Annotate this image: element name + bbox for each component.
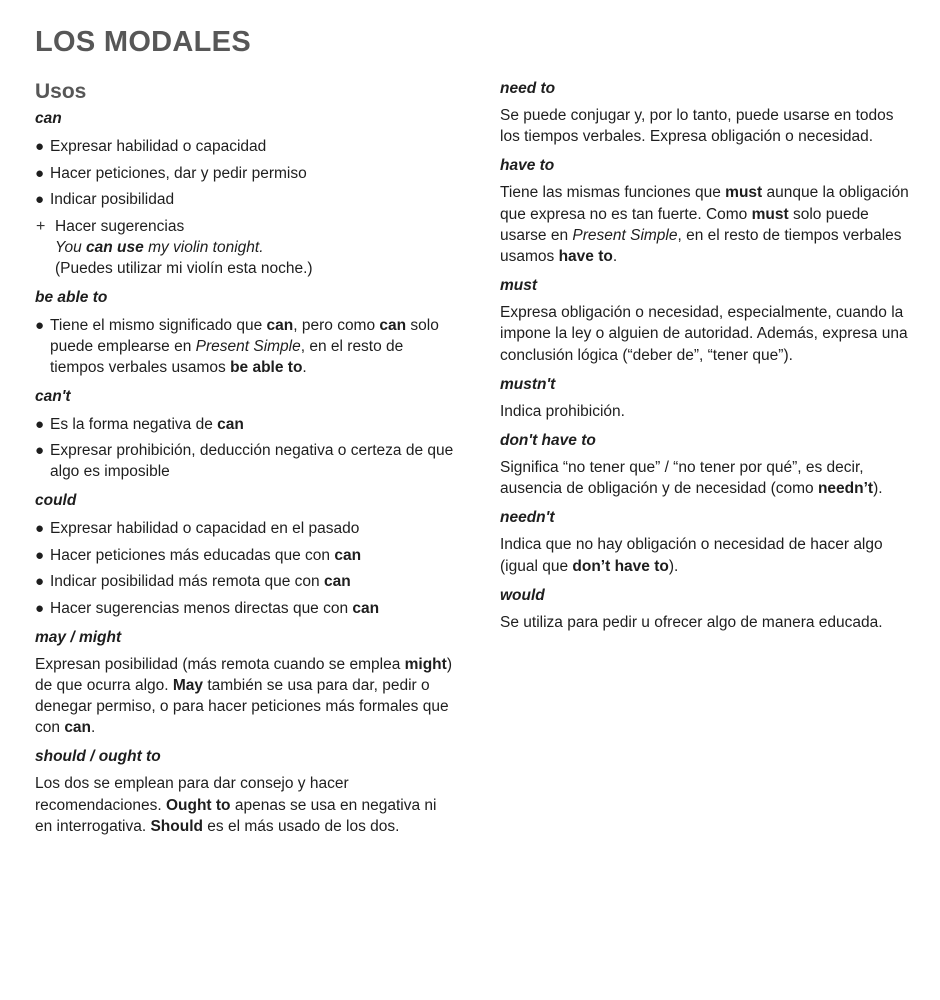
- modal-could: [35, 490, 455, 619]
- bullet-icon: ●: [35, 415, 45, 433]
- bold-text: needn’t: [817, 480, 874, 498]
- need-to-description: Se puede conjugar y, por lo tanto, puede usarse en todos los tiempos verbales. Expresa obligación o necesidad.: [500, 107, 894, 146]
- modal-be-able-to: [35, 287, 455, 378]
- right-column: [500, 78, 915, 641]
- bold-text: can: [64, 719, 92, 737]
- example-text: my violin tonight.: [143, 238, 264, 256]
- can-uses-list: [35, 136, 455, 279]
- modal-should-ought-to: [35, 746, 455, 837]
- bullet-icon: ●: [35, 599, 45, 617]
- list-item-text: Hacer sugerencias: [55, 217, 185, 235]
- text: es el más usado de los dos.: [203, 817, 400, 835]
- list-item: [35, 163, 455, 184]
- list-item-text: Hacer peticiones, dar y pedir permiso: [50, 164, 307, 182]
- neednt-description: [500, 534, 915, 576]
- list-item-plus: [35, 216, 455, 279]
- bold-text: Should: [150, 817, 203, 835]
- text: solo puede emplearse en: [50, 316, 439, 355]
- bold-text: can: [266, 316, 294, 334]
- text: Hacer peticiones más educadas que con: [50, 546, 335, 564]
- bold-text: have to: [558, 248, 613, 266]
- bullet-icon: ●: [35, 164, 45, 182]
- bullet-icon: ●: [35, 573, 45, 590]
- text: Los dos se emplean para dar consejo y hacer recomendaciones.: [35, 775, 349, 814]
- text: también se usa para dar, pedir o denegar permiso, o para hacer peticiones más formales que con: [35, 676, 449, 737]
- list-item: [35, 545, 455, 566]
- bullet-icon: ●: [35, 138, 45, 155]
- may-might-description: [35, 654, 455, 739]
- modal-heading-could: could: [35, 492, 77, 509]
- mustnt-description: Indica prohibición.: [500, 402, 625, 420]
- list-item-text: Expresar habilidad o capacidad: [50, 138, 267, 155]
- bold-text: be able to: [230, 358, 303, 376]
- modal-heading-dont-have-to: don't have to: [500, 432, 596, 450]
- modal-heading-be-able-to: be able to: [35, 288, 108, 306]
- text: Tiene las mismas funciones que: [500, 184, 726, 202]
- left-column: [35, 108, 455, 845]
- bold-text: May: [172, 676, 204, 694]
- text: ).: [873, 480, 883, 498]
- bold-text: must: [725, 184, 763, 202]
- modal-heading-may-might: may / might: [35, 628, 122, 646]
- cant-list: [35, 414, 455, 483]
- bullet-icon: ●: [35, 520, 45, 537]
- list-item: [35, 571, 455, 592]
- list-item: [35, 189, 455, 210]
- bullet-icon: ●: [35, 442, 45, 459]
- would-description: Se utiliza para pedir u ofrecer algo de manera educada.: [500, 613, 883, 631]
- text: Expresar prohibición, deducción negativa o certeza de que algo es imposible: [50, 442, 454, 480]
- text: apenas se usa en negativa ni en interrogativa.: [35, 796, 437, 835]
- modal-would: [500, 585, 915, 633]
- bold-text: might: [404, 655, 447, 673]
- have-to-description: [500, 182, 915, 267]
- text: .: [302, 358, 307, 376]
- text: .: [612, 248, 618, 266]
- bold-text: don’t have to: [572, 557, 669, 575]
- modal-heading-mustnt: mustn't: [500, 375, 556, 393]
- section-heading-usos: Usos: [35, 80, 87, 103]
- modal-neednt: [500, 507, 915, 576]
- text: , pero como: [293, 316, 380, 334]
- text: solo puede usarse en: [500, 205, 869, 244]
- bold-text: can: [323, 573, 351, 590]
- text: .: [91, 719, 96, 737]
- modal-heading-need-to: need to: [500, 80, 556, 97]
- modal-need-to: [500, 78, 915, 147]
- page-title: LOS MODALES: [35, 26, 251, 58]
- modal-have-to: [500, 155, 915, 267]
- example-translation: (Puedes utilizar mi violín esta noche.): [55, 259, 313, 277]
- text: Expresan posibilidad (más remota cuando se emplea: [35, 655, 405, 673]
- could-list: [35, 518, 455, 619]
- modal-cant: [35, 386, 455, 483]
- text: ) de que ocurra algo.: [35, 655, 452, 694]
- bullet-icon: ●: [35, 191, 45, 208]
- bold-text: can: [379, 316, 407, 334]
- dont-have-to-description: [500, 457, 915, 499]
- list-item-text: Indicar posibilidad: [50, 191, 175, 208]
- list-item: [35, 315, 455, 378]
- list-item: [35, 440, 455, 482]
- list-item: [35, 598, 455, 619]
- modal-heading-neednt: needn't: [500, 509, 555, 527]
- modal-heading-have-to: have to: [500, 157, 555, 175]
- text: Expresar habilidad o capacidad en el pasado: [50, 520, 360, 537]
- text: aunque la obligación que expresa no es tan fuerte. Como: [500, 184, 909, 223]
- text: ).: [668, 557, 679, 575]
- bold-text: Ought to: [165, 796, 231, 814]
- list-item: [35, 518, 455, 539]
- example-text: You: [55, 238, 87, 256]
- bullet-icon: ●: [35, 546, 45, 564]
- text: , en el resto de tiempos verbales usamos: [50, 337, 404, 376]
- list-item: [35, 414, 455, 435]
- list-item: [35, 136, 455, 157]
- modal-heading-must: must: [500, 277, 538, 295]
- text: , en el resto de tiempos verbales usamos: [500, 226, 902, 266]
- text: Indicar posibilidad más remota que con: [50, 573, 324, 590]
- should-description: [35, 773, 455, 837]
- italic-text: Present Simple: [572, 226, 678, 244]
- italic-text: Present Simple: [195, 337, 301, 355]
- modal-heading-should: should / ought to: [35, 748, 161, 766]
- text: Tiene el mismo significado que: [50, 316, 267, 334]
- bold-text: can: [334, 546, 362, 564]
- example-bold: can use: [86, 238, 144, 256]
- bold-text: can: [217, 415, 244, 433]
- be-able-to-list: [35, 315, 455, 378]
- modal-must: [500, 275, 915, 366]
- modal-heading-can: can: [35, 110, 62, 127]
- plus-icon: +: [36, 217, 46, 235]
- bullet-icon: ●: [35, 316, 45, 334]
- modal-heading-cant: can't: [35, 387, 71, 405]
- bold-text: must: [751, 205, 789, 223]
- must-description: Expresa obligación o necesidad, especialmente, cuando la impone la ley o alguien de autoridad. Además, expresa una conclusión lógica (“deber de”, “tener que”).: [500, 304, 908, 364]
- text: Es la forma negativa de: [50, 415, 218, 433]
- text: Significa “no tener que” / “no tener por qué”, es decir, ausencia de obligación y de necesidad (como: [500, 459, 864, 498]
- modal-can: [35, 108, 455, 279]
- bold-text: can: [352, 599, 380, 617]
- modal-heading-would: would: [500, 586, 545, 604]
- text: Hacer sugerencias menos directas que con: [50, 599, 353, 617]
- modal-dont-have-to: [500, 430, 915, 499]
- example-sentence: [55, 237, 455, 258]
- text: Indica que no hay obligación o necesidad de hacer algo (igual que: [500, 536, 883, 575]
- modal-mustnt: [500, 374, 915, 422]
- modal-may-might: [35, 627, 455, 739]
